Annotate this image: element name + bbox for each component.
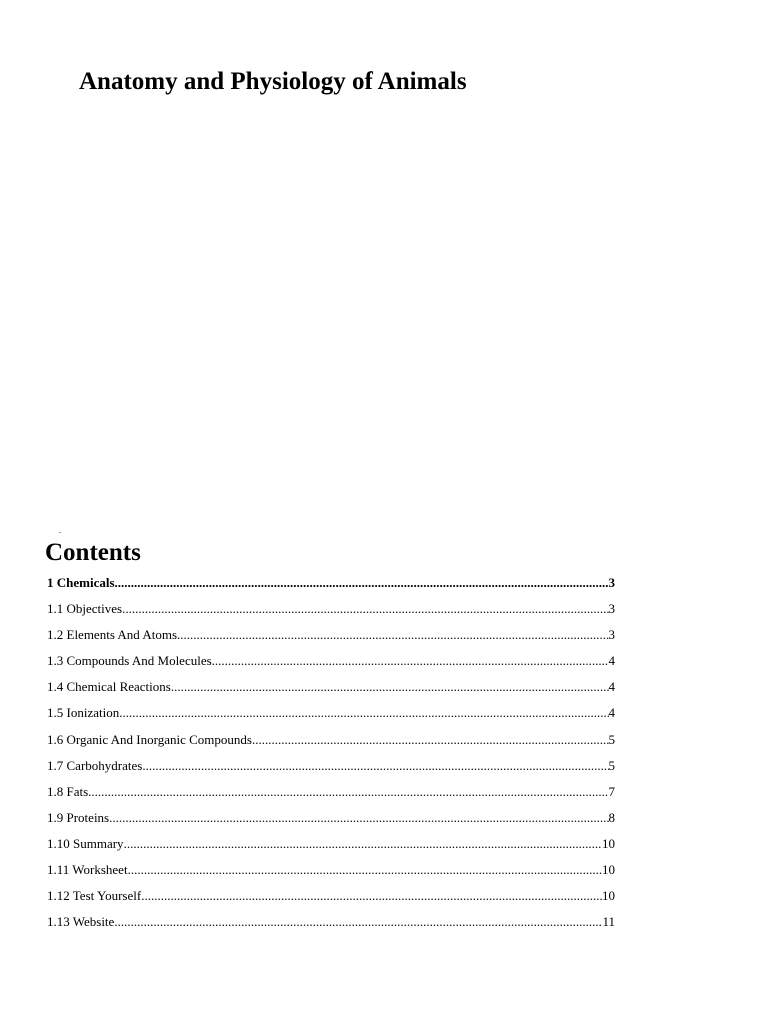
toc-dot-leader: [88, 784, 608, 800]
toc-entry-title: 1 Chemicals: [47, 575, 115, 590]
toc-entry-1-10-summary[interactable]: [47, 836, 615, 862]
toc-page-number: 10: [602, 888, 615, 904]
toc-entry-1-7-carbohydrates[interactable]: [47, 758, 615, 784]
toc-dot-leader: [114, 914, 602, 930]
toc-page-number: 5: [608, 731, 615, 747]
toc-entry-title: 1.3 Compounds And Molecules: [47, 653, 212, 669]
toc-entry-title: 1.7 Carbohydrates: [47, 757, 143, 773]
toc-entry-title: 1.12 Test Yourself: [47, 888, 142, 904]
toc-entry-1-9-proteins[interactable]: [47, 810, 615, 836]
toc-page-number: 5: [608, 757, 615, 773]
toc-page-number: 3: [608, 627, 615, 643]
toc-entry-title: 1.8 Fats: [47, 783, 89, 799]
toc-page-number: 8: [608, 809, 615, 825]
toc-entry-1-chemicals[interactable]: [47, 575, 615, 601]
toc-entry-title: 1.6 Organic And Inorganic Compounds: [47, 731, 252, 747]
toc-entry-title: 1.1 Objectives: [47, 601, 123, 617]
toc-page-number: 11: [602, 914, 615, 930]
toc-page-number: 4: [608, 653, 615, 669]
toc-entry-1-5-ionization[interactable]: [47, 705, 615, 731]
toc-page-number: 10: [602, 835, 615, 851]
toc-page-number: 10: [602, 862, 615, 878]
toc-dot-leader: [212, 653, 609, 669]
toc-entry-title: 1.5 Ionization: [47, 705, 120, 721]
toc-dot-leader: [171, 679, 609, 695]
toc-entry-1-6-organic-and-inorganic-compounds[interactable]: [47, 732, 615, 758]
toc-dot-leader: [128, 862, 602, 878]
toc-dot-leader: [122, 601, 608, 617]
toc-page-number: 3: [608, 601, 615, 617]
toc-dot-leader: [252, 732, 609, 748]
toc-page-number: 4: [608, 679, 615, 695]
toc-entry-1-8-fats[interactable]: [47, 784, 615, 810]
toc-page-number: 4: [608, 705, 615, 721]
toc-entry-title: 1.9 Proteins: [47, 809, 110, 825]
toc-entry-1-2-elements-and-atoms[interactable]: [47, 627, 615, 653]
toc-entry-title: 1.4 Chemical Reactions: [47, 679, 171, 695]
toc-dot-leader: [142, 758, 608, 774]
toc-entry-1-13-website[interactable]: [47, 914, 615, 940]
toc-dot-leader: [177, 627, 609, 643]
toc-dot-leader: [141, 888, 602, 904]
toc-dot-leader: [124, 836, 602, 852]
toc-dot-leader: [119, 705, 608, 721]
toc-entry-1-12-test-yourself[interactable]: [47, 888, 615, 914]
toc-entry-title: 1.11 Worksheet: [47, 862, 128, 878]
toc-page-number: 7: [608, 783, 615, 799]
toc-entry-1-1-objectives[interactable]: [47, 601, 615, 627]
toc-page-number: 3: [608, 575, 615, 590]
toc-dot-leader: [115, 575, 609, 591]
toc-entry-1-11-worksheet[interactable]: [47, 862, 615, 888]
toc-entry-1-3-compounds-and-molecules[interactable]: [47, 653, 615, 679]
toc-entry-title: 1.2 Elements And Atoms: [47, 627, 177, 643]
table-of-contents: [47, 575, 615, 940]
document-title: Anatomy and Physiology of Animals: [79, 68, 467, 95]
toc-dot-leader: [109, 810, 608, 826]
toc-entry-1-4-chemical-reactions[interactable]: [47, 679, 615, 705]
contents-heading: Contents: [45, 539, 141, 566]
toc-entry-title: 1.10 Summary: [47, 835, 124, 851]
toc-entry-title: 1.13 Website: [47, 914, 115, 930]
stray-mark: .: [59, 526, 61, 535]
